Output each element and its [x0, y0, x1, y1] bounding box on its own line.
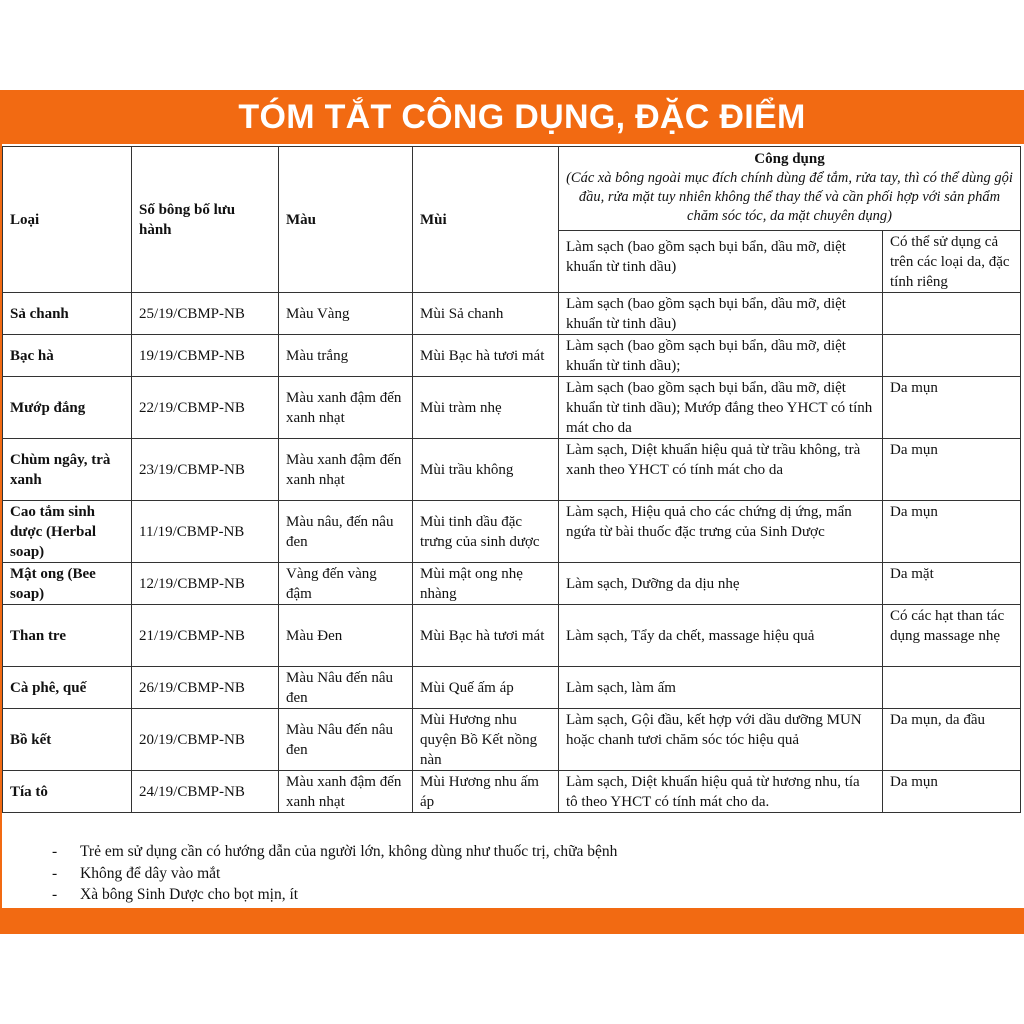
bullet-dash: - — [52, 843, 58, 860]
cell-loai: Chùm ngây, trà xanh — [3, 439, 132, 501]
cell-loai: Mướp đắng — [3, 377, 132, 439]
cell-da: Da mụn — [883, 377, 1021, 439]
note-text: Trẻ em sử dụng cần có hướng dẫn của người lớn, không dùng như thuốc trị, chữa bệnh — [80, 843, 618, 860]
cell-mau: Màu Nâu đến nâu đen — [279, 667, 413, 709]
cell-mau: Màu Vàng — [279, 293, 413, 335]
cell-mau: Màu nâu, đến nâu đen — [279, 501, 413, 563]
bullet-dash: - — [52, 864, 58, 882]
cell-mui: Mùi tràm nhẹ — [413, 377, 559, 439]
cell-so: 24/19/CBMP-NB — [132, 771, 279, 813]
header-cong-dung-note: (Các xà bông ngoài mục đích chính dùng để tắm, rửa tay, thì có thể dùng gội đầu, rửa mặt tuy nhiên không thể thay thế và cần phối hợp với sản phẩm chăm sóc tóc, da mặt chuyên dụng) — [566, 170, 1013, 224]
note-text: Xà bông Sinh Dược cho bọt mịn, ít — [80, 886, 299, 903]
cell-so: 12/19/CBMP-NB — [132, 563, 279, 605]
cell-mau: Màu xanh đậm đến xanh nhạt — [279, 377, 413, 439]
cell-mau: Màu xanh đậm đến xanh nhạt — [279, 439, 413, 501]
cell-da — [883, 667, 1021, 709]
table-row — [3, 335, 1021, 377]
cell-da — [883, 293, 1021, 335]
table-row — [3, 709, 1021, 771]
cell-mui: Mùi tinh dầu đặc trưng của sinh dược — [413, 501, 559, 563]
content-panel — [0, 144, 1024, 908]
table-row — [3, 377, 1021, 439]
page-title: TÓM TẮT CÔNG DỤNG, ĐẶC ĐIỂM — [238, 97, 806, 136]
header-mau: Màu — [279, 147, 413, 293]
cell-loai: Bồ kết — [3, 709, 132, 771]
header-loai: Loại — [3, 147, 132, 293]
cell-so: 23/19/CBMP-NB — [132, 439, 279, 501]
cell-mau: Màu trắng — [279, 335, 413, 377]
product-table — [2, 146, 1021, 813]
table-row — [3, 501, 1021, 563]
cell-mui: Mùi Hương nhu ấm áp — [413, 771, 559, 813]
cell-da: Da mụn, da đầu — [883, 709, 1021, 771]
table-row — [3, 605, 1021, 667]
cell-da — [883, 335, 1021, 377]
header-cong-dung — [559, 147, 1021, 231]
cell-mau: Màu Nâu đến nâu đen — [279, 709, 413, 771]
cell-so: 11/19/CBMP-NB — [132, 501, 279, 563]
left-accent-bar — [0, 144, 2, 908]
subheader-lam-sach: Làm sạch (bao gồm sạch bụi bẩn, dầu mỡ, diệt khuẩn từ tinh dầu) — [559, 231, 883, 293]
cell-mui: Mùi Sả chanh — [413, 293, 559, 335]
cell-da: Da mặt — [883, 563, 1021, 605]
cell-loai: Mật ong (Bee soap) — [3, 563, 132, 605]
cell-mui: Mùi Bạc hà tươi mát — [413, 335, 559, 377]
cell-loai: Cà phê, quế — [3, 667, 132, 709]
table-row — [3, 771, 1021, 813]
cell-so: 25/19/CBMP-NB — [132, 293, 279, 335]
table-row — [3, 293, 1021, 335]
cell-cong-dung: Làm sạch (bao gồm sạch bụi bẩn, dầu mỡ, diệt khuẩn từ tinh dầu); Mướp đắng theo YHCT có tính mát cho da — [559, 377, 883, 439]
cell-cong-dung: Làm sạch (bao gồm sạch bụi bẩn, dầu mỡ, diệt khuẩn từ tinh dầu) — [559, 293, 883, 335]
cell-cong-dung: Làm sạch, Hiệu quả cho các chứng dị ứng, mẩn ngứa từ bài thuốc đặc trưng của Sinh Dược — [559, 501, 883, 563]
cell-cong-dung: Làm sạch, làm ấm — [559, 667, 883, 709]
list-item — [52, 841, 617, 863]
cell-so: 26/19/CBMP-NB — [132, 667, 279, 709]
cell-da: Da mụn — [883, 439, 1021, 501]
cell-cong-dung: Làm sạch (bao gồm sạch bụi bẩn, dầu mỡ, diệt khuẩn từ tinh dầu); — [559, 335, 883, 377]
title-banner — [0, 90, 1024, 144]
cell-mui: Mùi Bạc hà tươi mát — [413, 605, 559, 667]
cell-so: 19/19/CBMP-NB — [132, 335, 279, 377]
cell-cong-dung: Làm sạch, Tẩy da chết, massage hiệu quả — [559, 605, 883, 667]
table-row — [3, 667, 1021, 709]
cell-da: Có các hạt than tác dụng massage nhẹ — [883, 605, 1021, 667]
cell-cong-dung: Làm sạch, Dưỡng da dịu nhẹ — [559, 563, 883, 605]
header-mui: Mùi — [413, 147, 559, 293]
cell-loai: Tía tô — [3, 771, 132, 813]
cell-mui: Mùi trầu không — [413, 439, 559, 501]
cell-so: 21/19/CBMP-NB — [132, 605, 279, 667]
table-row — [3, 563, 1021, 605]
note-text: Không để dây vào mắt — [80, 864, 221, 882]
cell-mau: Màu xanh đậm đến xanh nhạt — [279, 771, 413, 813]
header-so-bong: Số bông bố lưu hành — [132, 147, 279, 293]
bullet-dash: - — [52, 886, 58, 903]
cell-mui: Mùi Quế ấm áp — [413, 667, 559, 709]
notes-list — [52, 841, 617, 906]
cell-loai: Bạc hà — [3, 335, 132, 377]
cell-cong-dung: Làm sạch, Diệt khuẩn hiệu quả từ hương nhu, tía tô theo YHCT có tính mát cho da. — [559, 771, 883, 813]
cell-mau: Màu Đen — [279, 605, 413, 667]
cell-mui: Mùi Hương nhu quyện Bồ Kết nồng nàn — [413, 709, 559, 771]
cell-cong-dung: Làm sạch, Gội đầu, kết hợp với dầu dưỡng MUN hoặc chanh tươi chăm sóc tóc hiệu quả — [559, 709, 883, 771]
cell-mau: Vàng đến vàng đậm — [279, 563, 413, 605]
header-cong-dung-title: Công dụng — [754, 151, 825, 167]
cell-so: 20/19/CBMP-NB — [132, 709, 279, 771]
cell-loai: Cao tắm sinh dược (Herbal soap) — [3, 501, 132, 563]
cell-da: Da mụn — [883, 501, 1021, 563]
cell-cong-dung: Làm sạch, Diệt khuẩn hiệu quả từ trầu không, trà xanh theo YHCT có tính mát cho da — [559, 439, 883, 501]
cell-loai: Than tre — [3, 605, 132, 667]
header-row — [3, 147, 1021, 231]
cell-loai: Sả chanh — [3, 293, 132, 335]
subheader-da: Có thể sử dụng cả trên các loại da, đặc tính riêng — [883, 231, 1021, 293]
table-row — [3, 439, 1021, 501]
cell-so: 22/19/CBMP-NB — [132, 377, 279, 439]
footer-bar — [0, 908, 1024, 934]
cell-da: Da mụn — [883, 771, 1021, 813]
cell-mui: Mùi mật ong nhẹ nhàng — [413, 563, 559, 605]
list-item — [52, 863, 617, 885]
list-item — [52, 884, 617, 906]
